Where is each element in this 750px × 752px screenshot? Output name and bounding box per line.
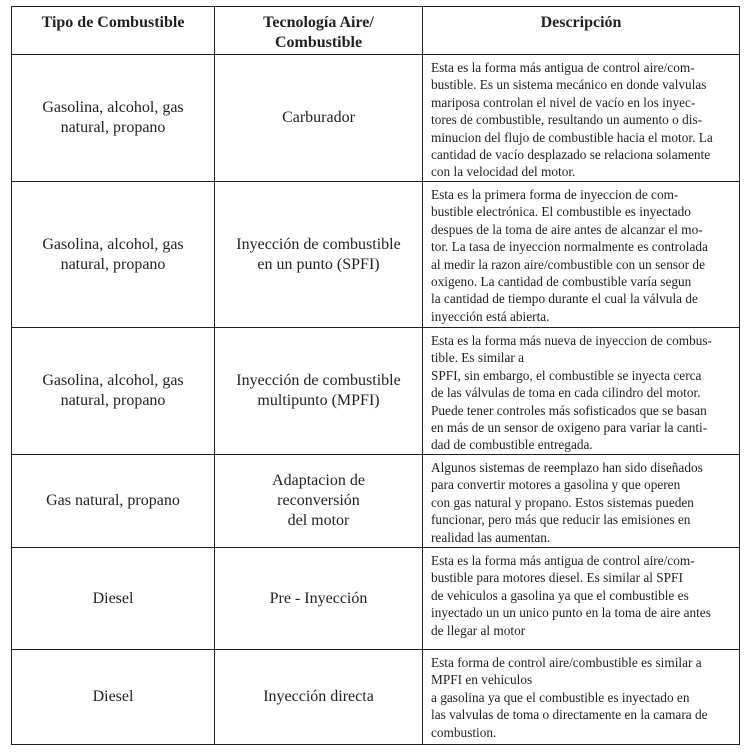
fuel-cell: Gasolina, alcohol, gas natural, propano xyxy=(12,55,215,182)
description-cell: Esta es la forma más antigua de control aire/com- bustible. Es un sistema mecánico en donde valvulas mariposa controlan el nivel de vacío en los inyec- tores de combustible, resultando un aumento o dis- minucion del flujo de combustible hacia el motor. La cantidad de vacío desplazado se relaciona solamente con la velocidad del motor. xyxy=(423,55,740,182)
fuel-cell: Gasolina, alcohol, gas natural, propano xyxy=(12,328,215,455)
description-cell: Algunos sistemas de reemplazo han sido diseñados para convertir motores a gasolina y que operen con gas natural y propano. Estos sistemas pueden funcionar, pero más que reducir las emisiones en realidad las aumentan. xyxy=(423,455,740,548)
fuel-cell: Diesel xyxy=(12,650,215,745)
description-cell: Esta es la forma más antigua de control aire/com- bustible para motores diesel. Es similar al SPFI de vehiculos a gasolina ya que el combustible es inyectado un un unico punto en la toma de aire antes de llegar al motor xyxy=(423,548,740,650)
technology-cell: Pre - Inyección xyxy=(215,548,423,650)
technology-cell: Inyección de combustible en un punto (SPFI) xyxy=(215,182,423,328)
header-description: Descripción xyxy=(423,7,740,55)
technology-cell: Inyección directa xyxy=(215,650,423,745)
description-cell: Esta es la forma más nueva de inyeccion de combus- tible. Es similar a SPFI, sin embargo, el combustible se inyecta cerca de las válvulas de toma en cada cilindro del motor. Puede tener controles más sofisticados que se basan en más de un sensor de oxigeno para variar la canti- dad de combustible entregada. xyxy=(423,328,740,455)
technology-cell: Carburador xyxy=(215,55,423,182)
table-row xyxy=(12,55,740,182)
table-row xyxy=(12,455,740,548)
fuel-cell: Gasolina, alcohol, gas natural, propano xyxy=(12,182,215,328)
table-row xyxy=(12,548,740,650)
fuel-cell: Gas natural, propano xyxy=(12,455,215,548)
table-row xyxy=(12,650,740,745)
table-header-row xyxy=(12,7,740,55)
description-cell: Esta es la primera forma de inyeccion de com- bustible electrónica. El combustible es inyectado despues de la toma de aire antes de alcanzar el mo- tor. La tasa de inyeccion normalmente es controlada al medir la razon aire/combustible con un sensor de oxigeno. La cantidad de combustible varía segun la cantidad de tiempo durante el cual la válvula de inyección está abierta. xyxy=(423,182,740,328)
technology-cell: Inyección de combustible multipunto (MPFI) xyxy=(215,328,423,455)
technology-cell: Adaptacion de reconversión del motor xyxy=(215,455,423,548)
header-fuel-type: Tipo de Combustible xyxy=(12,7,215,55)
table-row xyxy=(12,182,740,328)
table-row xyxy=(12,328,740,455)
fuel-technology-table xyxy=(11,6,740,745)
description-cell: Esta forma de control aire/combustible es similar a MPFI en vehiculos a gasolina ya que el combustible es inyectado en las valvulas de toma o directamente en la camara de combustion. xyxy=(423,650,740,745)
header-technology: Tecnología Aire/ Combustible xyxy=(215,7,423,55)
fuel-cell: Diesel xyxy=(12,548,215,650)
